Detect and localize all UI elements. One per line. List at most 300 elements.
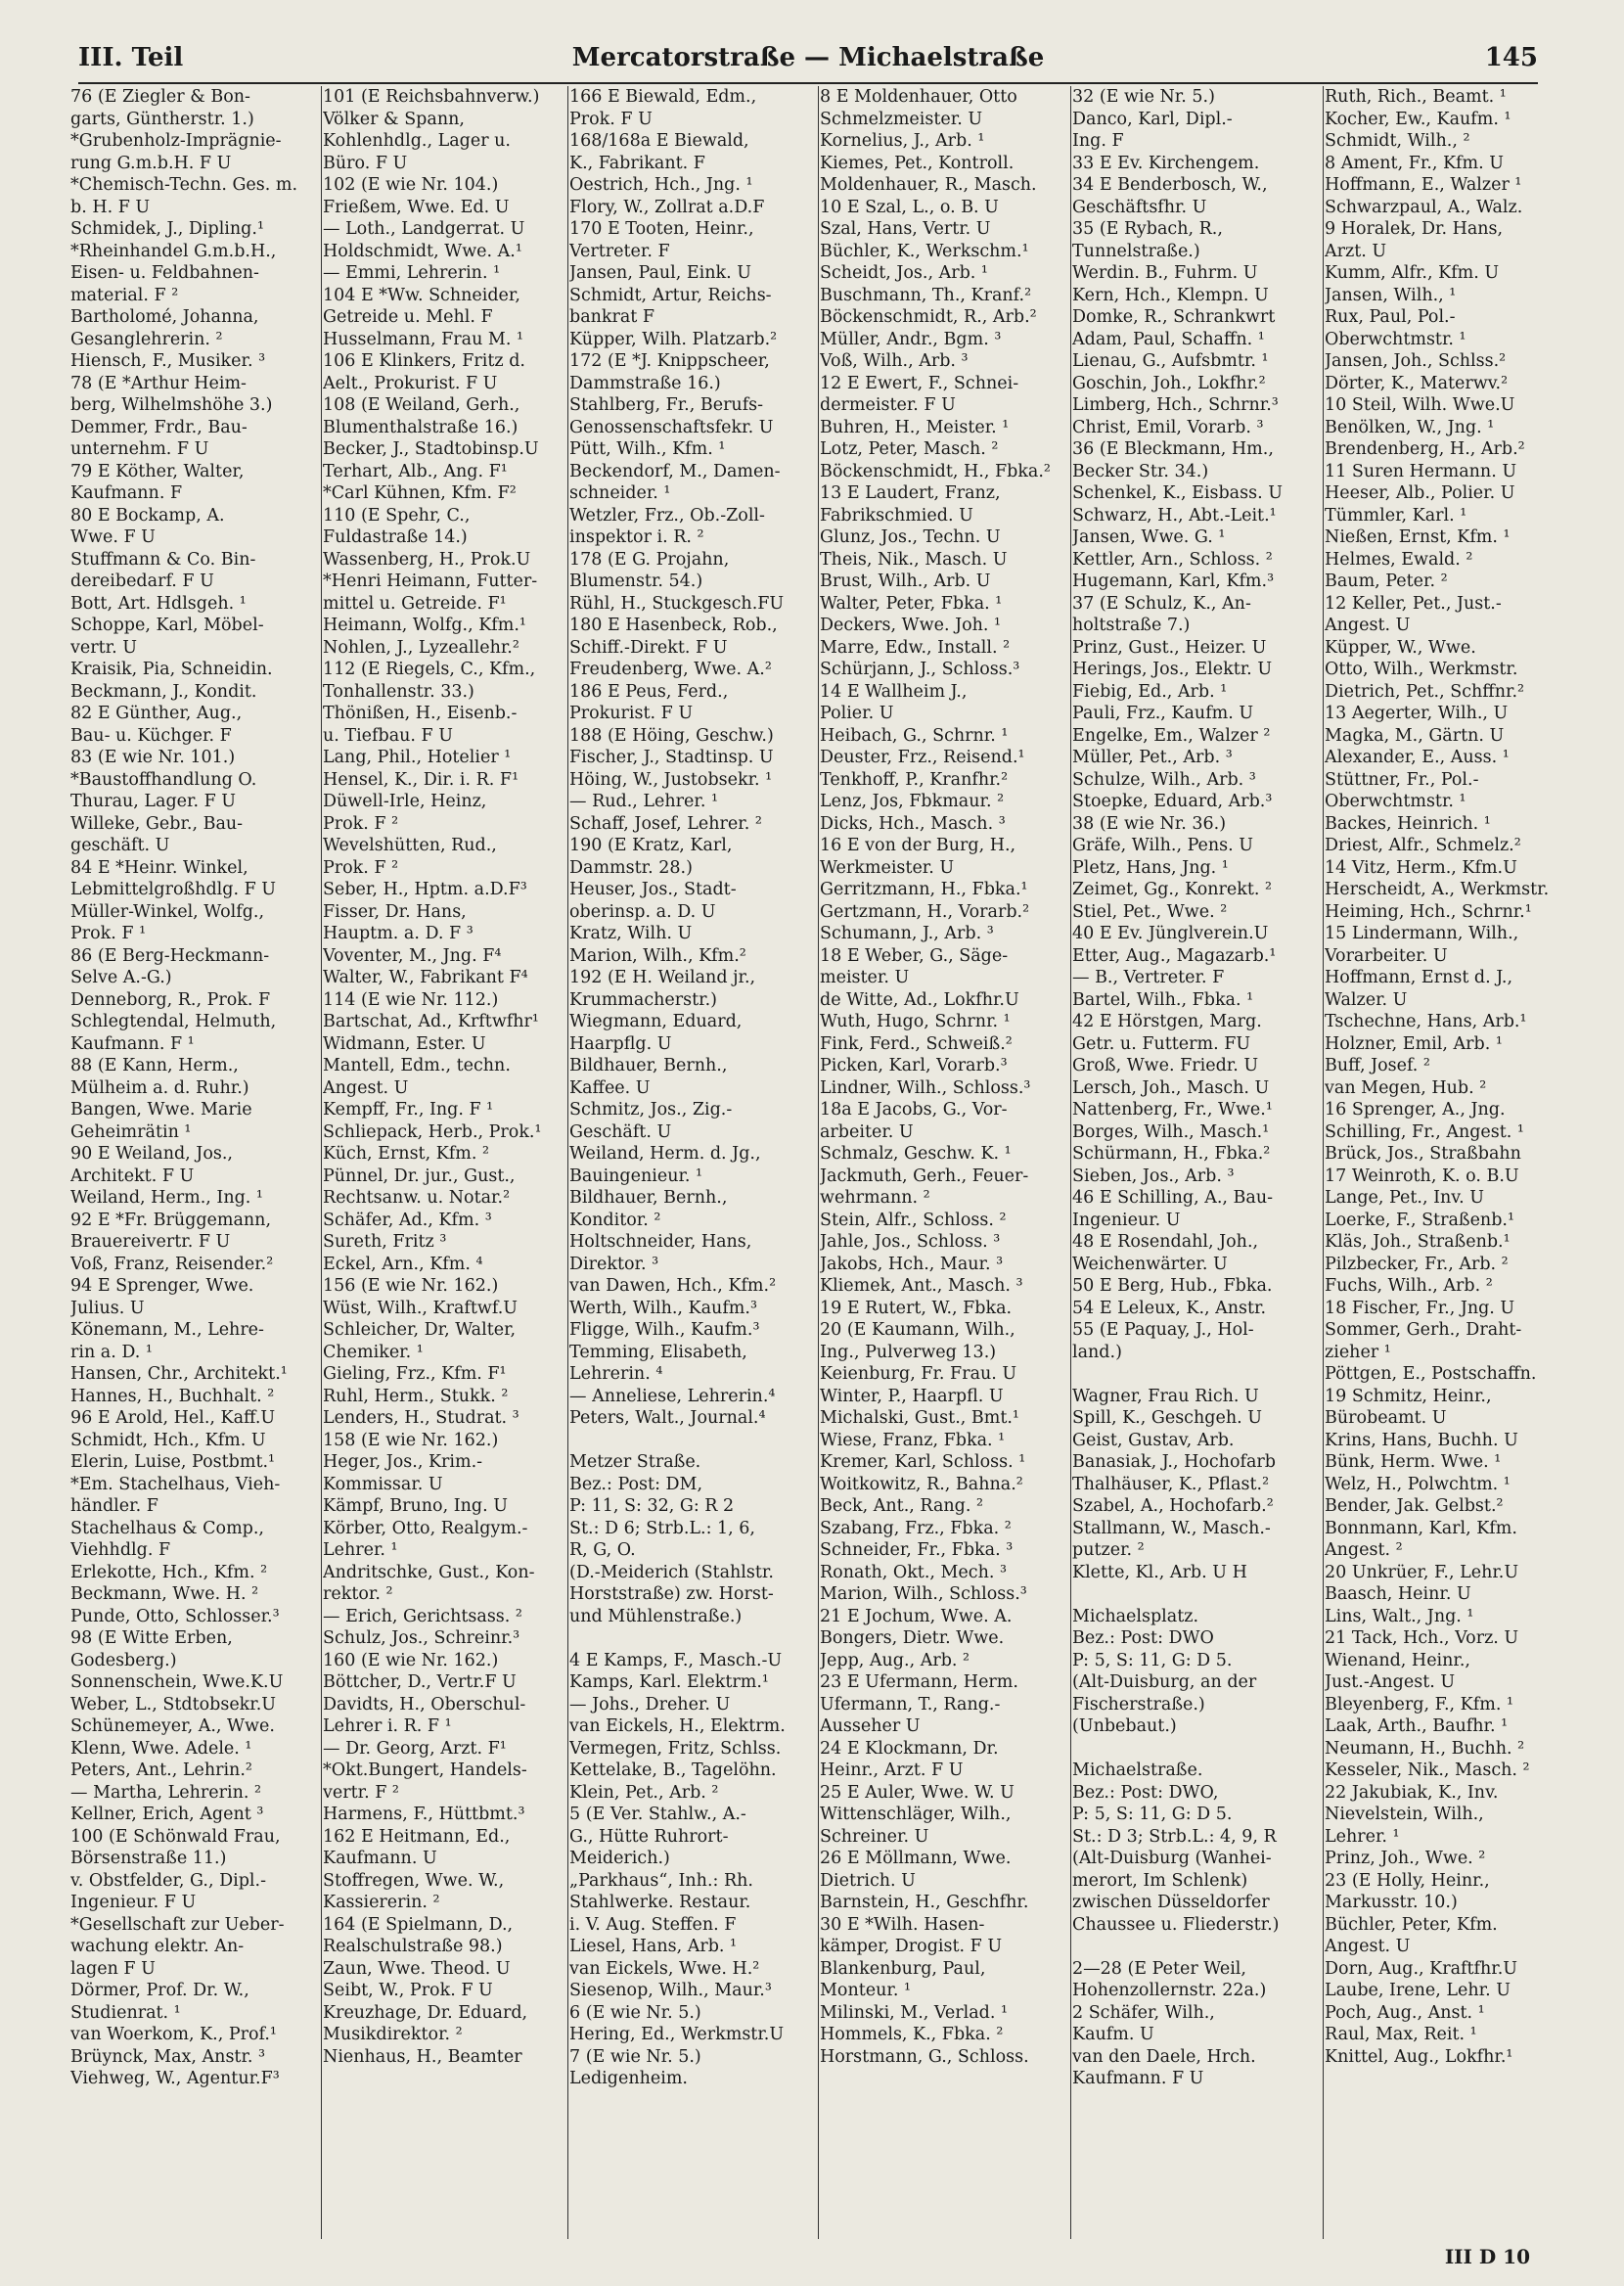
directory-entry-line: Getr. u. Futterm. FU — [1072, 1033, 1251, 1054]
directory-entry-line: Becker Str. 34.) — [1072, 461, 1209, 481]
directory-entry-line: Oberwchtmstr. ¹ — [1325, 329, 1466, 349]
directory-entry-line: Werkmeister. U — [820, 857, 955, 878]
directory-entry-line: Michaelsplatz. — [1072, 1606, 1199, 1626]
directory-entry-line: Prok. F ² — [323, 857, 399, 878]
directory-entry-line: wachung elektr. An- — [70, 1937, 245, 1956]
directory-entry-line: 16 Sprenger, A., Jng. — [1325, 1100, 1506, 1120]
directory-entry-line: Loerke, F., Straßenb.¹ — [1325, 1210, 1514, 1230]
directory-entry-line: Bildhauer, Bernh., — [569, 1188, 728, 1208]
directory-entry-line: 13 Aegerter, Wilh., U — [1325, 704, 1509, 723]
directory-entry-line: 9 Horalek, Dr. Hans, — [1325, 219, 1504, 239]
directory-entry-line: Börsenstraße 11.) — [70, 1849, 227, 1868]
directory-entry-line: 30 E *Wilh. Hasen- — [820, 1914, 985, 1935]
directory-entry-line: Wuth, Hugo, Schrnr. ¹ — [820, 1012, 1011, 1031]
directory-entry-line: Rux, Paul, Pol.- — [1325, 307, 1456, 327]
directory-entry-line — [569, 1627, 816, 1650]
directory-entry-line: Musikdirektor. ² — [323, 2025, 463, 2044]
directory-entry-line: Stoepke, Eduard, Arb.³ — [1072, 792, 1273, 811]
directory-entry-line: vertr. U — [70, 637, 137, 658]
directory-entry-line: 16 E von der Burg, H., — [820, 836, 1016, 855]
directory-entry-line: Bott, Art. Hdlsgeh. ¹ — [70, 593, 247, 614]
directory-entry-line: Wüst, Wilh., Kraftwf.U — [323, 1298, 519, 1318]
directory-entry-line: Siesenop, Wilh., Maur.³ — [569, 1981, 772, 2000]
directory-entry-line: Tschechne, Hans, Arb.¹ — [1325, 1012, 1527, 1031]
directory-entry-line: putzer. ² — [1072, 1540, 1145, 1560]
column-divider — [321, 86, 322, 2239]
directory-entry-line: Tonhallenstr. 33.) — [323, 681, 474, 702]
directory-entry-line: Bürobeamt. U — [1325, 1408, 1447, 1428]
directory-entry-line: rektor. ² — [323, 1584, 393, 1604]
directory-entry-line: 42 E Hörstgen, Marg. — [1072, 1012, 1262, 1031]
directory-entry-line: Laak, Arth., Baufhr. ¹ — [1325, 1716, 1509, 1736]
directory-entry-line: P: 5, S: 11, G: D 5. — [1072, 1650, 1233, 1670]
directory-entry-line: (D.-Meiderich (Stahlstr. — [569, 1562, 774, 1582]
directory-entry-line: Fabrikschmied. U — [820, 505, 973, 526]
directory-entry-line: Bildhauer, Bernh., — [569, 1056, 728, 1075]
directory-entry-line: Driest, Alfr., Schmelz.² — [1325, 836, 1521, 855]
directory-entry-line: Büro. F U — [323, 153, 408, 173]
directory-entry-line: dereibedarf. F U — [70, 572, 214, 591]
directory-entry-line: Ing., Pulverweg 13.) — [820, 1342, 997, 1362]
directory-entry-line: Küpper, Wilh. Platzarb.² — [569, 329, 778, 349]
directory-entry-line: 32 (E wie Nr. 5.) — [1072, 87, 1215, 107]
directory-entry-line: 166 E Biewald, Edm., — [569, 87, 757, 107]
directory-entry-line: Vermegen, Fritz, Schlss. — [569, 1738, 782, 1759]
directory-entry-line: Krummacherstr.) — [569, 989, 717, 1010]
directory-entry-line: Elerin, Luise, Postbmt.¹ — [70, 1452, 276, 1472]
directory-entry-line: Bauingenieur. ¹ — [569, 1166, 703, 1186]
directory-entry-line: Kämpf, Bruno, Ing. U — [323, 1496, 508, 1516]
directory-entry-line: K., Fabrikant. F — [569, 153, 705, 173]
directory-entry-line: 40 E Ev. Jünglverein.U — [1072, 924, 1269, 943]
directory-entry-line: Geheimrätin ¹ — [70, 1121, 192, 1142]
directory-entry-line: Szal, Hans, Vertr. U — [820, 219, 991, 239]
directory-entry-line: Bleyenberg, F., Kfm. ¹ — [1325, 1694, 1513, 1714]
directory-entry-line: i. V. Aug. Steffen. F — [569, 1914, 737, 1935]
directory-entry-line: Jansen, Joh., Schlss.² — [1325, 351, 1507, 371]
directory-entry-line: Bez.: Post: DM, — [569, 1474, 703, 1494]
directory-entry-line: 21 E Jochum, Wwe. A. — [820, 1606, 1013, 1626]
directory-entry-line: Prok. F ¹ — [70, 924, 147, 943]
directory-entry-line: Wiese, Franz, Fbka. ¹ — [820, 1430, 1006, 1450]
directory-entry-line: berg, Wilhelmshöhe 3.) — [70, 395, 273, 415]
directory-entry-line: Heimann, Wolfg., Kfm.¹ — [323, 616, 526, 635]
directory-entry-line: Müller, Pet., Arb. ³ — [1072, 748, 1233, 767]
directory-entry-line: 46 E Schilling, A., Bau- — [1072, 1188, 1274, 1208]
directory-entry-line: Dietrich, Pet., Schffnr.² — [1325, 681, 1525, 702]
column-divider — [567, 86, 568, 2239]
directory-entry-line: inspektor i. R. ² — [569, 527, 704, 547]
directory-entry-line: 170 E Tooten, Heinr., — [569, 219, 754, 239]
directory-entry-line: Stiel, Pet., Wwe. ² — [1072, 901, 1228, 922]
directory-entry-line: 186 E Peus, Ferd., — [569, 681, 729, 702]
directory-entry-line: — Emmi, Lehrerin. ¹ — [323, 263, 501, 283]
directory-entry-line: Thönißen, H., Eisenb.- — [323, 704, 518, 723]
directory-entry-line: Meiderich.) — [569, 1849, 670, 1868]
directory-entry-line: Bartschat, Ad., Krftwfhr¹ — [323, 1012, 539, 1031]
directory-entry-line: Domke, R., Schrankwrt — [1072, 307, 1276, 327]
directory-entry-line: Kraisik, Pia, Schneidin. — [70, 660, 273, 679]
directory-entry-line: P: 11, S: 32, G: R 2 — [569, 1496, 735, 1516]
directory-entry-line: Bongers, Dietr. Wwe. — [820, 1628, 1005, 1648]
directory-entry-line: Geschäft. U — [569, 1121, 672, 1142]
directory-entry-line — [1072, 1363, 1321, 1386]
directory-entry-line: Schumann, J., Arb. ³ — [820, 924, 994, 943]
directory-entry-line: Julius. U — [70, 1298, 145, 1318]
directory-entry-line: Dietrich. U — [820, 1870, 916, 1891]
directory-entry-line: Seibt, W., Prok. F U — [323, 1981, 493, 2000]
directory-entry-line: Kohlenhdlg., Lager u. — [323, 131, 511, 151]
directory-entry-line: van Dawen, Hch., Kfm.² — [569, 1276, 777, 1296]
directory-entry-line: Schürjann, J., Schloss.³ — [820, 660, 1020, 679]
directory-entry-line: Groß, Wwe. Friedr. U — [1072, 1056, 1259, 1075]
directory-entry-line: 94 E Sprenger, Wwe. — [70, 1276, 254, 1296]
directory-entry-line: 17 Weinroth, K. o. B.U — [1325, 1166, 1519, 1186]
directory-entry-line: material. F ² — [70, 285, 179, 305]
directory-entry-line: Schmidek, J., Dipling.¹ — [70, 219, 264, 239]
directory-entry-line: P: 5, S: 11, G: D 5. — [1072, 1805, 1233, 1824]
directory-entry-line: lagen F U — [70, 1958, 156, 1979]
directory-entry-line: Holtschneider, Hans, — [569, 1232, 752, 1252]
column-5 — [1072, 86, 1321, 2239]
directory-entry-line: Lehrer. ¹ — [323, 1540, 398, 1560]
directory-entry-line: Schleicher, Dr, Walter, — [323, 1320, 517, 1340]
directory-entry-line: Marion, Wilh., Schloss.³ — [820, 1584, 1027, 1604]
directory-entry-line: Ingenieur. F U — [70, 1893, 197, 1912]
directory-entry-line: 5 (E Ver. Stahlw., A.- — [569, 1805, 746, 1824]
directory-entry-line: Lienau, G., Aufsbmtr. ¹ — [1072, 351, 1269, 371]
directory-entry-line: Hommels, K., Fbka. ² — [820, 2025, 1004, 2044]
directory-entry-line: Widmann, Ester. U — [323, 1033, 486, 1054]
directory-entry-line: Brust, Wilh., Arb. U — [820, 572, 991, 591]
directory-entry-line: Stüttner, Fr., Pol.- — [1325, 769, 1479, 790]
column-2 — [323, 86, 565, 2239]
directory-entry-line: Nienhaus, H., Beamter — [323, 2046, 522, 2067]
directory-entry-line: händler. F — [70, 1496, 158, 1516]
header-rule — [78, 82, 1538, 84]
directory-entry-line: Jepp, Aug., Arb. ² — [820, 1650, 970, 1670]
directory-entry-line: *Rheinhandel G.m.b.H., — [70, 241, 277, 261]
directory-entry-line: Seber, H., Hptm. a.D.F³ — [323, 880, 527, 899]
directory-entry-line: Jakobs, Hch., Maur. ³ — [820, 1254, 1004, 1274]
directory-entry-line: Weichenwärter. U — [1072, 1254, 1228, 1274]
directory-entry-line: Schoppe, Karl, Möbel- — [70, 616, 264, 635]
directory-entry-line — [569, 1430, 816, 1452]
directory-entry-line: 78 (E *Arthur Heim- — [70, 373, 247, 393]
directory-entry-line: van Woerkom, K., Prof.¹ — [70, 2025, 277, 2044]
directory-entry-line: Mantell, Edm., techn. — [323, 1056, 511, 1075]
directory-entry-line: Fiebig, Ed., Arb. ¹ — [1072, 681, 1228, 702]
directory-entry-line: Lindner, Wilh., Schloss.³ — [820, 1077, 1031, 1098]
directory-entry-line: Thalhäuser, K., Pflast.² — [1072, 1474, 1270, 1494]
directory-entry-line: Monteur. ¹ — [820, 1981, 911, 2000]
directory-entry-line: Wienand, Heinr., — [1325, 1650, 1470, 1670]
directory-entry-line: Prinz, Joh., Wwe. ² — [1325, 1849, 1486, 1868]
directory-entry-line: Stahlberg, Fr., Berufs- — [569, 395, 764, 415]
directory-entry-line: 8 Ament, Fr., Kfm. U — [1325, 153, 1505, 173]
directory-entry-line: 12 Keller, Pet., Just.- — [1325, 593, 1502, 614]
directory-entry-line: 38 (E wie Nr. 36.) — [1072, 813, 1227, 834]
directory-entry-line: Horststraße) zw. Horst- — [569, 1584, 774, 1604]
directory-entry-line: Böckenschmidt, R., Arb.² — [820, 307, 1037, 327]
directory-entry-line: Gerritzmann, H., Fbka.¹ — [820, 880, 1028, 899]
directory-entry-line: Stoffregen, Wwe. W., — [323, 1870, 505, 1891]
directory-entry-line: v. Obstfelder, G., Dipl.- — [70, 1870, 267, 1891]
directory-entry-line: Kesseler, Nik., Masch. ² — [1325, 1760, 1530, 1780]
directory-entry-line: Raul, Max, Reit. ¹ — [1325, 2025, 1477, 2044]
directory-entry-line: mittel u. Getreide. F¹ — [323, 593, 507, 614]
directory-entry-line: Pütt, Wilh., Kfm. ¹ — [569, 439, 726, 459]
directory-entry-line: rin a. D. ¹ — [70, 1342, 153, 1362]
directory-entry-line: St.: D 6; Strb.L.: 1, 6, — [569, 1518, 755, 1538]
directory-entry-line: Ruhl, Herm., Stukk. ² — [323, 1386, 509, 1406]
directory-entry-line: Kornelius, J., Arb. ¹ — [820, 131, 985, 151]
directory-entry-line: Bez.: Post: DWO — [1072, 1628, 1214, 1648]
directory-entry-line: Schwarzpaul, A., Walz. — [1325, 197, 1523, 217]
directory-entry-line: Ingenieur. U — [1072, 1210, 1181, 1230]
directory-entry-line: Erlekotte, Hch., Kfm. ² — [70, 1562, 268, 1582]
directory-entry-line: Haarpflg. U — [569, 1033, 672, 1054]
directory-entry-line: Hugemann, Karl, Kfm.³ — [1072, 572, 1275, 591]
directory-entry-line: Wagner, Frau Rich. U — [1072, 1386, 1259, 1406]
directory-entry-line: Hohenzollernstr. 22a.) — [1072, 1981, 1267, 2000]
directory-entry-line: — Anneliese, Lehrerin.⁴ — [569, 1386, 776, 1406]
directory-entry-line: Kaufmann. F — [70, 483, 183, 503]
directory-entry-line: Vorarbeiter. U — [1325, 945, 1448, 966]
directory-entry-line: Böckenschmidt, H., Fbka.² — [820, 461, 1051, 481]
directory-entry-line: Kempff, Fr., Ing. F ¹ — [323, 1100, 494, 1120]
directory-entry-line: Szabel, A., Hochofarb.² — [1072, 1496, 1274, 1516]
directory-entry-line: Michaelstraße. — [1072, 1760, 1203, 1780]
directory-entry-line: 90 E Weiland, Jos., — [70, 1144, 233, 1164]
directory-entry-line: Lotz, Peter, Masch. ² — [820, 439, 999, 459]
directory-entry-line: Stein, Alfr., Schloss. ² — [820, 1210, 1007, 1230]
directory-entry-line: Goschin, Joh., Lokfhr.² — [1072, 373, 1266, 393]
directory-entry-line: 188 (E Höing, Geschw.) — [569, 725, 774, 746]
directory-entry-line: Werdin. B., Fuhrm. U — [1072, 263, 1258, 283]
directory-entry-line: 102 (E wie Nr. 104.) — [323, 175, 499, 195]
directory-entry-line: Dammstraße 16.) — [569, 373, 721, 393]
directory-entry-line: Danco, Karl, Dipl.- — [1072, 109, 1233, 129]
directory-entry-line: 190 (E Kratz, Karl, — [569, 836, 733, 855]
directory-entry-line: Baasch, Heinr. U — [1325, 1584, 1471, 1604]
directory-entry-line: Tenkhoff, P., Kranfhr.² — [820, 769, 1009, 790]
directory-entry-line: Fuchs, Wilh., Arb. ² — [1325, 1276, 1493, 1296]
directory-entry-line: 162 E Heitmann, Ed., — [323, 1826, 511, 1847]
directory-entry-line: Stachelhaus & Comp., — [70, 1518, 264, 1538]
directory-entry-line: Schreiner. U — [820, 1826, 929, 1847]
directory-entry-line: Heeser, Alb., Polier. U — [1325, 483, 1515, 503]
directory-entry-line: 24 E Klockmann, Dr. — [820, 1738, 999, 1759]
directory-entry-line: 168/168a E Biewald, — [569, 131, 749, 151]
directory-entry-line: Voß, Wilh., Arb. ³ — [820, 351, 969, 371]
directory-entry-line: Bartel, Wilh., Fbka. ¹ — [1072, 989, 1254, 1010]
directory-entry-line: Krins, Hans, Buchh. U — [1325, 1430, 1518, 1450]
directory-entry-line: Dörter, K., Materwv.² — [1325, 373, 1509, 393]
directory-entry-line: Zeimet, Gg., Konrekt. ² — [1072, 880, 1273, 899]
directory-entry-line: Schulz, Jos., Schreinr.³ — [323, 1628, 520, 1648]
directory-entry-line: *Okt.Bungert, Handels- — [323, 1760, 527, 1780]
directory-entry-line: van Megen, Hub. ² — [1325, 1077, 1487, 1098]
directory-entry-line: — Erich, Gerichtsass. ² — [323, 1606, 522, 1626]
directory-entry-line: b. H. F U — [70, 197, 151, 217]
directory-entry-line: Kocher, Ew., Kaufm. ¹ — [1325, 109, 1511, 129]
directory-entry-line: Walzer. U — [1325, 989, 1408, 1010]
directory-entry-line: Lins, Walt., Jng. ¹ — [1325, 1606, 1474, 1626]
directory-entry-line: Jansen, Wilh., ¹ — [1325, 285, 1457, 305]
directory-entry-line: Kaffee. U — [569, 1077, 651, 1098]
directory-entry-line: Scheidt, Jos., Arb. ¹ — [820, 263, 988, 283]
directory-entry-line: Kreuzhage, Dr. Eduard, — [323, 2002, 528, 2023]
directory-entry-line: Nievelstein, Wilh., — [1325, 1805, 1484, 1824]
directory-entry-line: Körber, Otto, Realgym.- — [323, 1518, 528, 1538]
directory-entry-line: Selve A.-G.) — [70, 968, 172, 987]
directory-entry-line: 35 (E Rybach, R., — [1072, 219, 1223, 239]
directory-entry-line: Becker, J., Stadtobinsp.U — [323, 439, 539, 459]
directory-entry-line: Dörmer, Prof. Dr. W., — [70, 1981, 249, 2000]
directory-entry-line: Mülheim a. d. Ruhr.) — [70, 1077, 249, 1098]
directory-entry-line: Genossenschaftsfekr. U — [569, 417, 774, 437]
directory-entry-line: Beckmann, J., Kondit. — [70, 681, 257, 702]
directory-entry-line: Sieben, Jos., Arb. ³ — [1072, 1166, 1235, 1186]
directory-entry-line: Adam, Paul, Schaffn. ¹ — [1072, 329, 1265, 349]
directory-entry-line: Buschmann, Th., Kranf.² — [820, 285, 1032, 305]
directory-entry-line: Wwe. F U — [70, 527, 156, 547]
column-4 — [820, 86, 1068, 2239]
directory-entry-line: Brauereivertr. F U — [70, 1232, 231, 1252]
directory-entry-line: Schmidt, Artur, Reichs- — [569, 285, 772, 305]
directory-entry-line: 2—28 (E Peter Weil, — [1072, 1958, 1246, 1979]
directory-entry-line: Jansen, Wwe. G. ¹ — [1072, 527, 1226, 547]
directory-entry-line: Andritschke, Gust., Kon- — [323, 1562, 535, 1582]
directory-entry-line: Welz, H., Polwchtm. ¹ — [1325, 1474, 1511, 1494]
directory-entry-line: Realschulstraße 98.) — [323, 1937, 503, 1956]
directory-entry-line: Angest. U — [1325, 616, 1411, 635]
directory-entry-line: Laube, Irene, Lehr. U — [1325, 1981, 1511, 2000]
directory-entry-line: Architekt. F U — [70, 1166, 195, 1186]
page-header — [78, 43, 1538, 82]
directory-entry-line: Brüynck, Max, Anstr. ³ — [70, 2046, 266, 2067]
directory-entry-line: Stuffmann & Co. Bin- — [70, 549, 256, 570]
directory-entry-line: 104 E *Ww. Schneider, — [323, 285, 520, 305]
directory-entry-line: Klette, Kl., Arb. U H — [1072, 1562, 1247, 1582]
directory-entry-line: Stallmann, W., Masch.- — [1072, 1518, 1271, 1538]
directory-entry-line: Gieling, Frz., Kfm. F¹ — [323, 1364, 507, 1384]
directory-entry-line: Kremer, Karl, Schloss. ¹ — [820, 1452, 1026, 1472]
directory-entry-line: Tümmler, Karl. ¹ — [1325, 505, 1467, 526]
directory-entry-line: Fisser, Dr. Hans, — [323, 901, 467, 922]
directory-entry-line: (Alt-Duisburg, an der — [1072, 1672, 1257, 1692]
directory-entry-line: rung G.m.b.H. F U — [70, 153, 232, 173]
directory-entry-line: 19 Schmitz, Heinr., — [1325, 1386, 1492, 1406]
directory-entry-line: Milinski, M., Verlad. ¹ — [820, 2002, 1009, 2023]
directory-entry-line: 98 (E Witte Erben, — [70, 1628, 233, 1648]
directory-entry-line: Schmelzmeister. U — [820, 109, 983, 129]
directory-entry-line: 48 E Rosendahl, Joh., — [1072, 1232, 1259, 1252]
directory-entry-line: Frießem, Wwe. Ed. U — [323, 197, 510, 217]
directory-entry-line: Godesberg.) — [70, 1650, 177, 1670]
directory-entry-line: Neumann, H., Buchh. ² — [1325, 1738, 1525, 1759]
directory-entry-line: Brück, Jos., Straßbahn — [1325, 1144, 1521, 1164]
directory-entry-line: de Witte, Ad., Lokfhr.U — [820, 989, 1019, 1010]
directory-entry-line: Nießen, Ernst, Kfm. ¹ — [1325, 527, 1511, 547]
directory-entry-line: Fligge, Wilh., Kaufm.³ — [569, 1320, 760, 1340]
directory-entry-line: Kiemes, Pet., Kontroll. — [820, 153, 1015, 173]
directory-entry-line: Kern, Hch., Klempn. U — [1072, 285, 1269, 305]
directory-entry-line: — Rud., Lehrer. ¹ — [569, 792, 718, 811]
directory-entry-line: Ing. F — [1072, 131, 1124, 151]
directory-entry-line: Theis, Nik., Masch. U — [820, 549, 1008, 570]
directory-entry-line: Woitkowitz, R., Bahna.² — [820, 1474, 1023, 1494]
directory-entry-line: Oestrich, Hch., Jng. ¹ — [569, 175, 753, 195]
directory-entry-line: Beckendorf, M., Damen- — [569, 461, 781, 481]
directory-entry-line: garts, Güntherstr. 1.) — [70, 109, 254, 129]
directory-entry-line: Viehweg, W., Agentur.F³ — [70, 2069, 280, 2088]
directory-entry-line: Willeke, Gebr., Bau- — [70, 813, 244, 834]
directory-entry-line: holtstraße 7.) — [1072, 616, 1191, 635]
directory-entry-line: 22 Jakubiak, K., Inv. — [1325, 1782, 1499, 1803]
directory-entry-line: Aelt., Prokurist. F U — [323, 373, 498, 393]
directory-entry-line: Fuldastraße 14.) — [323, 527, 468, 547]
directory-entry-line: 92 E *Fr. Brüggemann, — [70, 1210, 272, 1230]
directory-entry-line: Horstmann, G., Schloss. — [820, 2046, 1029, 2067]
directory-entry-line: 83 (E wie Nr. 101.) — [70, 748, 236, 767]
directory-entry-line: Hauptm. a. D. F ³ — [323, 924, 474, 943]
directory-entry-line: Angest. ² — [1325, 1540, 1403, 1560]
directory-entry-line: 100 (E Schönwald Frau, — [70, 1826, 281, 1847]
directory-entry-line: 11 Suren Hermann. U — [1325, 461, 1517, 481]
directory-entry-line: Hannes, H., Buchhalt. ² — [70, 1386, 275, 1406]
directory-entry-line: Eisen- u. Feldbahnen- — [70, 263, 259, 283]
directory-entry-line: Chaussee u. Fliederstr.) — [1072, 1914, 1280, 1935]
directory-entry-line: Müller-Winkel, Wolfg., — [70, 901, 265, 922]
directory-entry-line: Backes, Heinrich. ¹ — [1325, 813, 1491, 834]
directory-entry-line: *Grubenholz-Imprägnie- — [70, 131, 282, 151]
directory-entry-line: Winter, P., Haarpfl. U — [820, 1386, 1004, 1406]
directory-entry-line: Davidts, H., Oberschul- — [323, 1694, 526, 1714]
directory-entry-line: Klein, Pet., Arb. ² — [569, 1782, 719, 1803]
directory-entry-line: Lersch, Joh., Masch. U — [1072, 1077, 1270, 1098]
directory-entry-line: Böttcher, D., Vertr.F U — [323, 1672, 517, 1692]
directory-entry-line: Pünnel, Dr. jur., Gust., — [323, 1166, 516, 1186]
directory-entry-line: schneider. ¹ — [569, 483, 671, 503]
directory-entry-line: 4 E Kamps, F., Masch.-U — [569, 1650, 783, 1670]
directory-entry-line: Dorn, Aug., Kraftfhr.U — [1325, 1958, 1518, 1979]
directory-entry-line: Banasiak, J., Hochofarb — [1072, 1452, 1276, 1472]
directory-entry-line: 54 E Leleux, K., Anstr. — [1072, 1298, 1267, 1318]
directory-entry-line: Wevelshütten, Rud., — [323, 836, 497, 855]
directory-entry-line: Benölken, W., Jng. ¹ — [1325, 417, 1495, 437]
directory-entry-line: 26 E Möllmann, Wwe. — [820, 1849, 1012, 1868]
directory-entry-line: 34 E Benderbosch, W., — [1072, 175, 1268, 195]
directory-entry-line: Knittel, Aug., Lokfhr.¹ — [1325, 2046, 1513, 2067]
directory-entry-line: *Baustoffhandlung O. — [70, 769, 257, 790]
directory-entry-line: Terhart, Alb., Ang. F¹ — [323, 461, 508, 481]
directory-entry-line: Bender, Jak. Gelbst.² — [1325, 1496, 1504, 1516]
directory-entry-line: Schaff, Josef, Lehrer. ² — [569, 813, 762, 834]
directory-entry-line: 20 (E Kaumann, Wilh., — [820, 1320, 1015, 1340]
directory-entry-line: Schlegtendal, Helmuth, — [70, 1012, 277, 1031]
directory-entry-line: Rechtsanw. u. Notar.² — [323, 1188, 511, 1208]
directory-entry-line: Blumenthalstraße 16.) — [323, 417, 519, 437]
directory-entry-line: Barnstein, H., Geschfhr. — [820, 1893, 1029, 1912]
directory-entry-line: bankrat F — [569, 307, 655, 327]
directory-entry-line: Kommissar. U — [323, 1474, 443, 1494]
directory-entry-line: Peters, Walt., Journal.⁴ — [569, 1408, 766, 1428]
directory-entry-line: meister. U — [820, 968, 910, 987]
directory-entry-line: 110 (E Spehr, C., — [323, 505, 471, 526]
directory-entry-line: Hoffmann, Ernst d. J., — [1325, 968, 1513, 987]
